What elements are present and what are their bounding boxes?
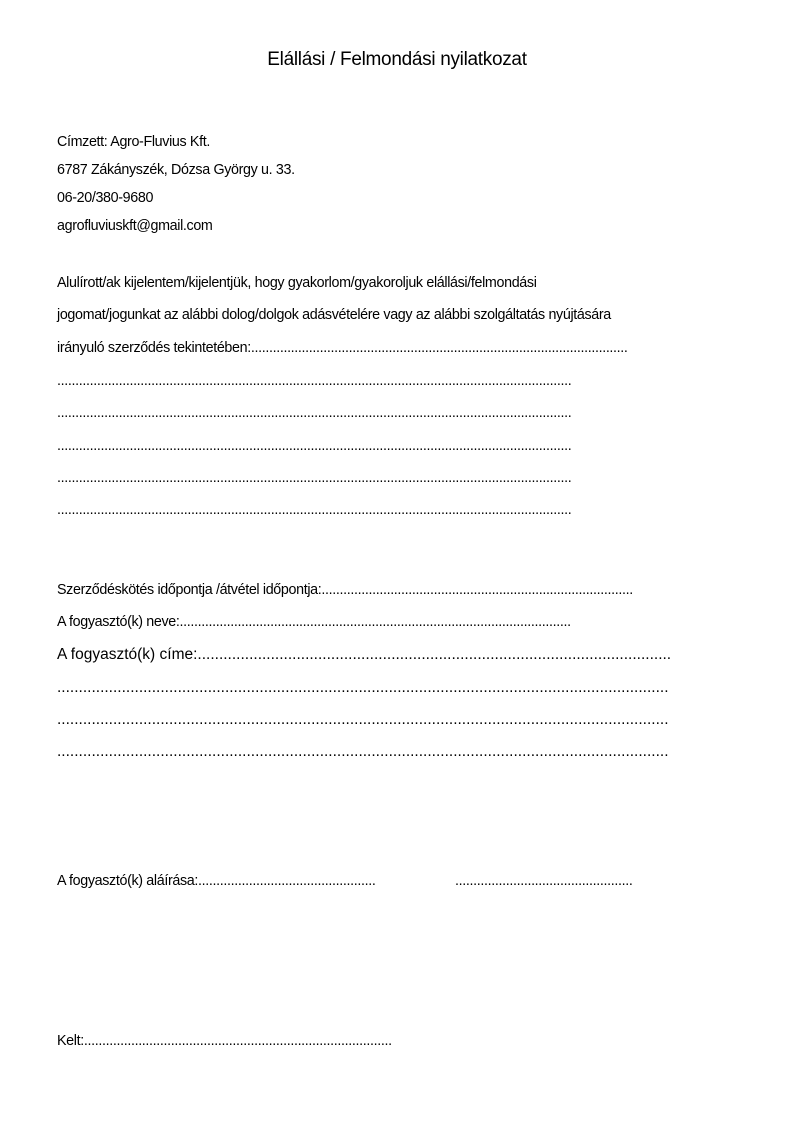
declaration-blank-line: ..............................................................................................................................................: [57, 470, 572, 486]
address-blank-line: ..............................................................................................................................................: [57, 711, 669, 728]
declaration-blank-line: ..............................................................................................................................................: [57, 373, 572, 389]
page-title: Elállási / Felmondási nyilatkozat: [267, 49, 527, 70]
declaration-blank-line: ..............................................................................................................................................: [57, 438, 572, 454]
address-blank-line: ..............................................................................................................................................: [57, 743, 669, 760]
declaration-line-3: irányuló szerződés tekintetében:........................................................................................................: [57, 340, 628, 356]
second-signature-line: .................................................: [455, 873, 633, 889]
recipient-phone: 06-20/380-9680: [57, 190, 154, 206]
recipient-email: agrofluviuskft@gmail.com: [57, 218, 213, 234]
declaration-blank-line: ..............................................................................................................................................: [57, 405, 572, 421]
signature-field: A fogyasztó(k) aláírása:.................................................: [57, 873, 376, 889]
consumer-address-field: A fogyasztó(k) címe:..............................................................................................................: [57, 646, 672, 663]
contract-date-field: Szerződéskötés időpontja /átvétel időpontja:......................................................................................: [57, 582, 633, 598]
declaration-line-1: Alulírott/ak kijelentem/kijelentjük, hogy gyakorlom/gyakoroljuk elállási/felmondási: [57, 275, 537, 291]
address-blank-line: ..............................................................................................................................................: [57, 679, 669, 696]
consumer-name-field: A fogyasztó(k) neve:............................................................................................................: [57, 614, 571, 630]
recipient-name: Címzett: Agro-Fluvius Kft.: [57, 134, 210, 150]
recipient-address: 6787 Zákányszék, Dózsa György u. 33.: [57, 162, 295, 178]
date-place-field: Kelt:.....................................................................................: [57, 1033, 392, 1049]
declaration-line-2: jogomat/jogunkat az alábbi dolog/dolgok adásvételére vagy az alábbi szolgáltatás nyújtására: [57, 307, 611, 323]
declaration-blank-line: ..............................................................................................................................................: [57, 502, 572, 518]
